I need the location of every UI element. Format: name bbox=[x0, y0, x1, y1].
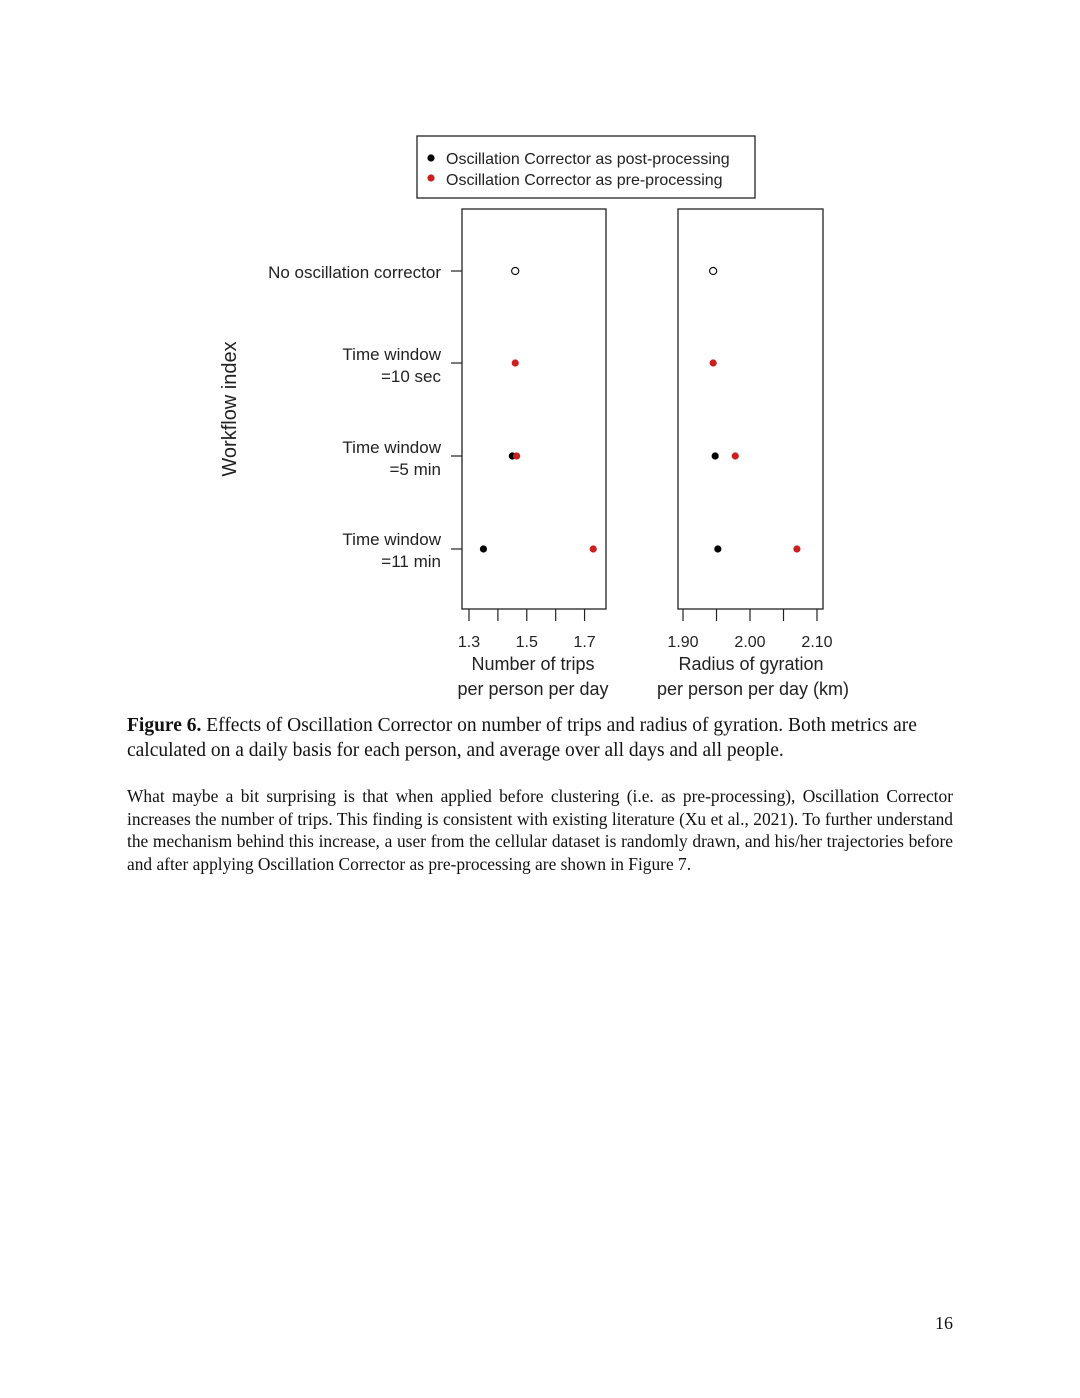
legend-label-post: Oscillation Corrector as post-processing bbox=[446, 151, 730, 168]
y-axis-ticks bbox=[451, 271, 462, 549]
panel-gyration bbox=[667, 267, 832, 651]
x-tick-label: 1.3 bbox=[457, 634, 481, 651]
data-point bbox=[513, 452, 520, 459]
x-tick-label: 1.90 bbox=[667, 634, 699, 651]
data-point bbox=[714, 545, 721, 552]
y-category-label: =10 sec bbox=[380, 367, 441, 386]
x-tick-label: 2.00 bbox=[734, 634, 766, 651]
panel-trips bbox=[458, 267, 597, 651]
y-category-label: =5 min bbox=[389, 460, 441, 479]
page-number: 16 bbox=[935, 1313, 953, 1333]
y-category-label: =11 min bbox=[381, 552, 441, 571]
y-category-label: Time window bbox=[342, 345, 441, 364]
legend-marker-post bbox=[427, 154, 434, 161]
x-axis-title-gyration-line1: Radius of gyration bbox=[678, 654, 824, 674]
data-point bbox=[710, 359, 717, 366]
data-point bbox=[590, 545, 597, 552]
y-category-label: Time window bbox=[342, 530, 441, 549]
figure-caption bbox=[127, 713, 957, 763]
x-tick-label: 1.7 bbox=[573, 634, 596, 651]
data-point bbox=[712, 452, 719, 459]
body-paragraph: What maybe a bit surprising is that when applied before clustering (i.e. as pre-processing), Oscillation Corrector increases the number of trips. This finding is consistent with existing literature (Xu et al., 2021). To further understand the mechanism behind this increase, a user from the cellular dataset is randomly drawn, and his/her trajectories before and after applying Oscillation Corrector as pre-processing are shown in Figure 7. bbox=[127, 786, 953, 874]
x-tick-label: 2.10 bbox=[801, 634, 833, 651]
data-point-open bbox=[710, 267, 717, 274]
data-point bbox=[793, 545, 800, 552]
x-axis-title-trips-line2: per person per day bbox=[457, 679, 609, 699]
x-axis-title-trips-line1: Number of trips bbox=[471, 654, 595, 674]
data-point bbox=[480, 545, 487, 552]
figure-caption-text: Effects of Oscillation Corrector on number of trips and radius of gyration. Both metrics are calculated on a daily basis for each person, and average over all days and all people. bbox=[127, 715, 917, 761]
y-category-labels bbox=[268, 263, 442, 571]
y-axis-title: Workflow index bbox=[219, 341, 241, 477]
data-point-open bbox=[512, 267, 519, 274]
data-point bbox=[732, 452, 739, 459]
legend-label-pre: Oscillation Corrector as pre-processing bbox=[446, 172, 723, 189]
data-point bbox=[512, 359, 519, 366]
legend-marker-pre bbox=[427, 174, 434, 181]
y-category-label: Time window bbox=[342, 438, 441, 457]
figure-caption-label: Figure 6. bbox=[127, 715, 202, 736]
y-category-label: No oscillation corrector bbox=[268, 263, 441, 282]
legend bbox=[417, 136, 755, 198]
panel-frame-gyration bbox=[678, 209, 823, 609]
x-axis-title-gyration-line2: per person per day (km) bbox=[656, 679, 850, 699]
x-tick-label: 1.5 bbox=[515, 634, 538, 651]
